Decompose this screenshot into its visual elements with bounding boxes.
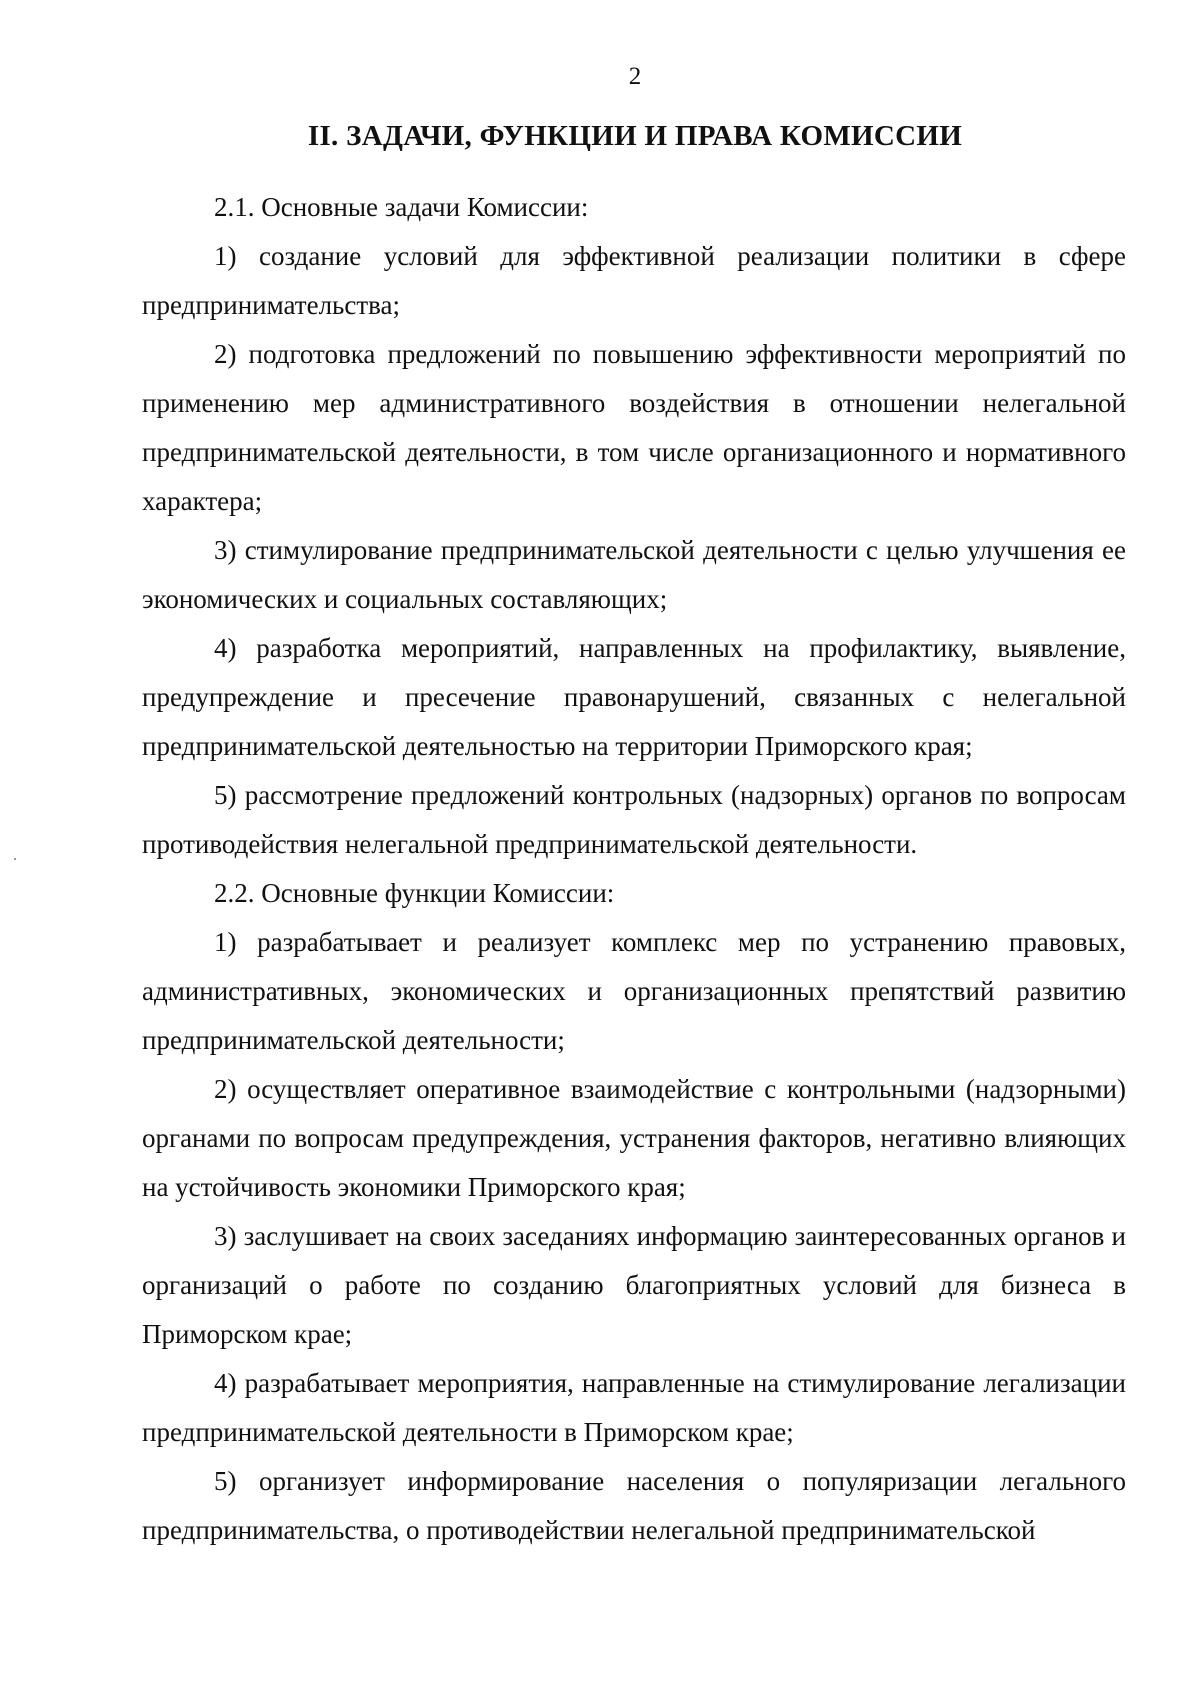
task-item-1: 1) создание условий для эффективной реализации политики в сфере предпринимательства; (142, 241, 1126, 320)
function-item-1: 1) разрабатывает и реализует комплекс мер по устранению правовых, административных, экономических и организационных препятствий развитию предпринимательской деятельности; (142, 927, 1126, 1055)
task-item-5: 5) рассмотрение предложений контрольных (надзорных) органов по вопросам противодействия нелегальной предпринимательской деятельности. (142, 780, 1126, 859)
section-title: II. ЗАДАЧИ, ФУНКЦИИ И ПРАВА КОМИССИИ (307, 120, 963, 152)
task-item-2: 2) подготовка предложений по повышению эффективности мероприятий по применению мер административного воздействия в отношении нелегальной предпринимательской деятельности, в том числе организационного и нормативного характера; (142, 339, 1126, 516)
task-item-4: 4) разработка мероприятий, направленных на профилактику, выявление, предупреждение и пресечение правонарушений, связанных с нелегальной предпринимательской деятельностью на территории Приморского края; (142, 633, 1126, 761)
function-item-4: 4) разрабатывает мероприятия, направленные на стимулирование легализации предпринимательской деятельности в Приморском крае; (142, 1368, 1126, 1447)
function-item-2: 2) осуществляет оперативное взаимодействие с контрольными (надзорными) органами по вопросам предупреждения, устранения факторов, негативно влияющих на устойчивость экономики Приморского края; (142, 1074, 1126, 1202)
scan-speck (14, 858, 16, 860)
function-item-3: 3) заслушивает на своих заседаниях информацию заинтересованных органов и организаций о работе по созданию благоприятных условий для бизнеса в Приморском крае; (142, 1221, 1126, 1349)
page-number: 2 (628, 63, 642, 90)
task-item-3: 3) стимулирование предпринимательской деятельности с целью улучшения ее экономических и социальных составляющих; (142, 535, 1126, 614)
functions-heading: 2.2. Основные функции Комиссии: (214, 878, 615, 908)
tasks-heading: 2.1. Основные задачи Комиссии: (214, 192, 589, 222)
function-item-5: 5) организует информирование населения о популяризации легального предпринимательства, о противодействии нелегальной предпринимательской (142, 1466, 1126, 1545)
document-body (142, 183, 1126, 1555)
